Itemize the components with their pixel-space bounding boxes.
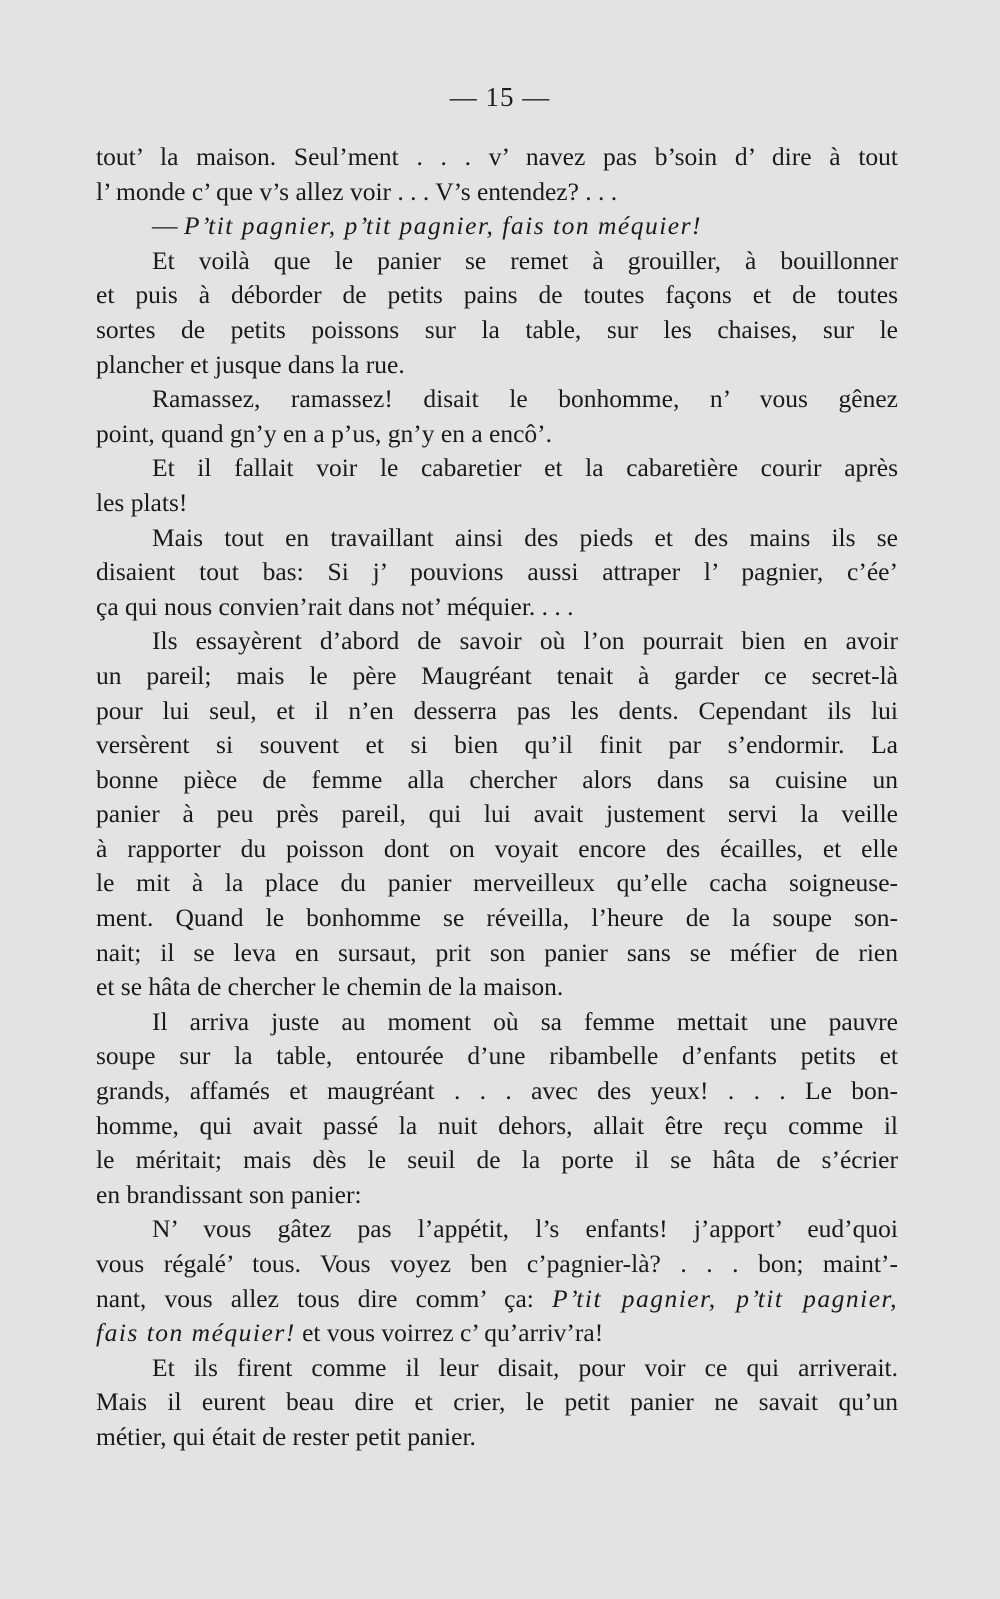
text-line xyxy=(96,763,898,798)
text-segment: Mais il eurent beau dire et crier, le petit panier ne savait qu’un xyxy=(96,1387,898,1417)
text-segment: les plats! xyxy=(96,487,188,517)
text-line xyxy=(96,901,898,936)
text-segment: point, quand gn’y en a p’us, gn’y en a encô’. xyxy=(96,418,553,448)
text-segment: Et ils firent comme il leur disait, pour voir ce qui arriverait. xyxy=(152,1352,898,1382)
text-line xyxy=(96,278,898,313)
text-line xyxy=(96,555,898,590)
text-segment: Mais tout en travaillant ainsi des pieds et des mains ils se xyxy=(152,522,898,552)
text-segment: pour lui seul, et il n’en desserra pas les dents. Cependant ils lui xyxy=(96,695,898,725)
text-line xyxy=(96,1178,898,1213)
text-segment: et puis à déborder de petits pains de toutes façons et de toutes xyxy=(96,280,898,310)
text-line xyxy=(96,590,898,625)
text-line xyxy=(96,1109,898,1144)
text-segment: ça qui nous convien’rait dans not’ méquier. . . . xyxy=(96,591,574,621)
text-segment: grands, affamés et maugréant . . . avec des yeux! . . . Le bon- xyxy=(96,1076,898,1106)
text-segment: l’ monde c’ que v’s allez voir . . . V’s entendez? . . . xyxy=(96,176,618,206)
text-line xyxy=(96,936,898,971)
page-number: — 15 — xyxy=(449,82,551,112)
text-segment: disaient tout bas: Si j’ pouvions aussi attraper l’ pagnier, c’ée’ xyxy=(96,557,898,587)
text-line xyxy=(96,486,898,521)
text-segment: Et voilà que le panier se remet à grouiller, à bouillonner xyxy=(152,245,898,275)
text-segment: et se hâta de chercher le chemin de la maison. xyxy=(96,972,564,1002)
text-segment: à rapporter du poisson dont on voyait encore des écailles, et elle xyxy=(96,833,898,863)
text-segment: ment. Quand le bonhomme se réveilla, l’heure de la soupe son- xyxy=(96,903,898,933)
italic-text: fais ton méquier! xyxy=(96,1318,296,1348)
text-segment: soupe sur la table, entourée d’une ribambelle d’enfants petits et xyxy=(96,1041,898,1071)
text-segment: métier, qui était de rester petit panier. xyxy=(96,1421,476,1451)
text-line xyxy=(96,451,898,486)
text-line xyxy=(96,1143,898,1178)
text-line xyxy=(96,417,898,452)
text-line xyxy=(96,1316,898,1351)
text-segment: un pareil; mais le père Maugréant tenait à garder ce secret-là xyxy=(96,660,898,690)
text-segment: bonne pièce de femme alla chercher alors dans sa cuisine un xyxy=(96,764,898,794)
text-line xyxy=(96,1039,898,1074)
text-segment: — xyxy=(152,211,184,241)
text-segment: vous régalé’ tous. Vous voyez ben c’pagnier-là? . . . bon; maint’- xyxy=(96,1249,898,1278)
text-segment: versèrent si souvent et si bien qu’il finit par s’endormir. La xyxy=(96,730,898,760)
text-segment: et vous voirrez c’ qu’arriv’ra! xyxy=(295,1318,604,1348)
text-line xyxy=(96,348,898,383)
text-segment: nant, vous allez tous dire comm’ ça: xyxy=(96,1283,553,1313)
italic-text: P’tit pagnier, p’tit pagnier, xyxy=(552,1283,898,1313)
text-segment: homme, qui avait passé la nuit dehors, allait être reçu comme il xyxy=(96,1110,898,1140)
text-line xyxy=(96,521,898,556)
text-segment: sortes de petits poissons sur la table, sur les chaises, sur le xyxy=(96,314,898,344)
text-segment: Il arriva juste au moment où sa femme mettait une pauvre xyxy=(152,1006,898,1036)
text-line xyxy=(96,1351,898,1386)
text-line xyxy=(96,694,898,729)
text-line xyxy=(96,313,898,348)
text-line xyxy=(96,1005,898,1040)
text-line xyxy=(96,1212,898,1247)
text-line xyxy=(96,1282,898,1317)
text-line xyxy=(96,1385,898,1420)
text-segment: Ramassez, ramassez! disait le bonhomme, n’ vous gênez xyxy=(152,384,898,414)
text-line xyxy=(96,140,898,175)
body-text xyxy=(96,140,898,1455)
text-line xyxy=(96,382,898,417)
text-segment: Et il fallait voir le cabaretier et la cabaretière courir après xyxy=(152,453,898,483)
text-segment: en brandissant son panier: xyxy=(96,1179,362,1209)
text-line xyxy=(96,175,898,210)
text-segment: nait; il se leva en sursaut, prit son panier sans se méfier de rien xyxy=(96,937,898,967)
text-line xyxy=(96,659,898,694)
text-line xyxy=(96,624,898,659)
text-line xyxy=(96,970,898,1005)
text-line xyxy=(96,1420,898,1455)
text-segment: panier à peu près pareil, qui lui avait justement servi la veille xyxy=(96,799,898,829)
text-line xyxy=(96,1074,898,1109)
text-line xyxy=(96,866,898,901)
text-segment: tout’ la maison. Seul’ment . . . v’ navez pas b’soin d’ dire à tout xyxy=(96,142,898,171)
text-segment: le méritait; mais dès le seuil de la porte il se hâta de s’écrier xyxy=(96,1145,898,1175)
text-segment: le mit à la place du panier merveilleux qu’elle cacha soigneuse- xyxy=(96,868,898,898)
text-line xyxy=(96,797,898,832)
italic-text: P’tit pagnier, p’tit pagnier, fais ton méquier! xyxy=(183,211,703,241)
text-line xyxy=(96,1247,898,1282)
text-segment: Ils essayèrent d’abord de savoir où l’on pourrait bien en avoir xyxy=(152,626,898,656)
text-segment: N’ vous gâtez pas l’appétit, l’s enfants! j’apport’ eud’quoi xyxy=(152,1214,898,1244)
text-line xyxy=(96,244,898,279)
text-segment: plancher et jusque dans la rue. xyxy=(96,349,405,379)
text-line xyxy=(96,209,898,244)
text-line xyxy=(96,832,898,867)
text-line xyxy=(96,728,898,763)
